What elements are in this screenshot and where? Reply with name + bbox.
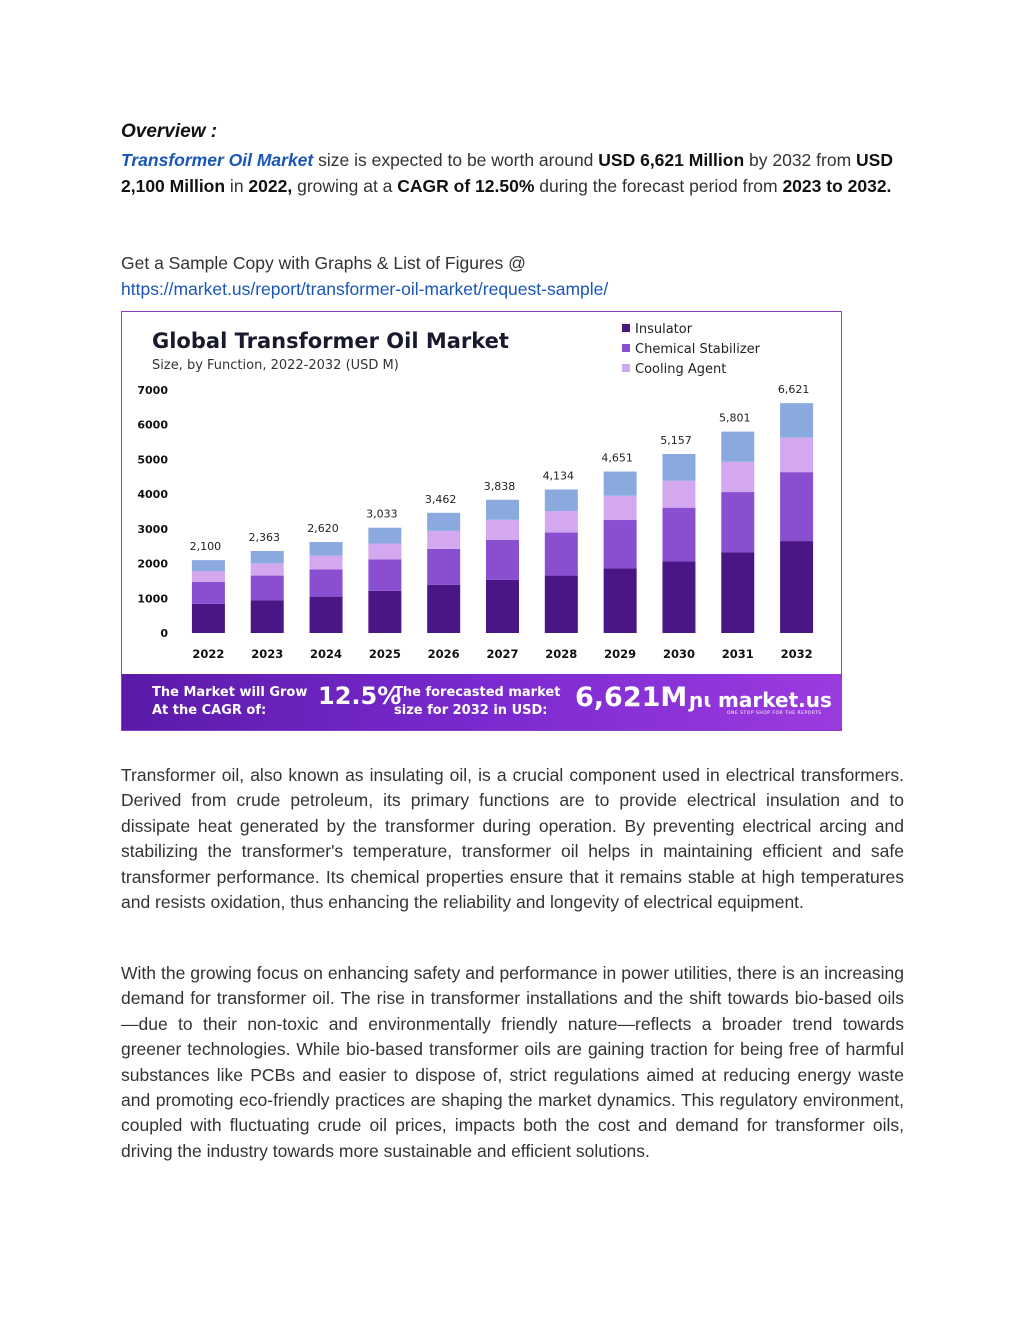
bar-total-label: 3,033 <box>366 507 398 521</box>
bar-segment <box>251 551 284 563</box>
intro-text-3: in <box>225 176 249 196</box>
market-chart <box>121 311 842 731</box>
bar-segment <box>604 568 637 633</box>
x-tick-label: 2030 <box>662 647 695 661</box>
intro-paragraph <box>121 147 904 199</box>
banner-cagr-value: 12.5% <box>318 682 402 710</box>
banner-forecast-value: 6,621M <box>575 682 688 713</box>
bar-segment <box>486 580 519 633</box>
intro-text-1: size is expected to be worth around <box>313 150 599 170</box>
bar-total-label: 5,157 <box>660 433 692 447</box>
body-paragraph-1: Transformer oil, also known as insulating oil, is a crucial component used in electrical transformers. Derived from crude petroleum, its primary functions are to provide electrical insulation and to dissipate heat generated by the transformer during operation. By preventing electrical arcing and stabilizing the transformer's temperature, transformer oil helps in maintaining efficient and safe transformer performance. Its chemical properties ensure that it remains stable at high temperatures and resists oxidation, thus enhancing the reliability and longevity of electrical equipment. <box>121 765 904 913</box>
x-tick-label: 2022 <box>192 647 225 661</box>
bar-segment <box>310 542 343 556</box>
bar-segment <box>427 513 460 531</box>
sample-request <box>121 250 608 302</box>
x-tick-label: 2023 <box>251 647 284 661</box>
bar-segment <box>427 549 460 585</box>
intro-text-4: growing at a <box>292 176 398 196</box>
y-tick-label: 3000 <box>137 522 168 536</box>
bar-segment <box>604 496 637 520</box>
bar-total-label: 2,620 <box>307 522 339 536</box>
x-tick-label: 2032 <box>780 647 813 661</box>
intro-text-5: during the forecast period from <box>534 176 783 196</box>
body-paragraph-2: With the growing focus on enhancing safety and performance in power utilities, there is an increasing demand for transformer oil. The rise in transformer installations and the shift towards bio-based oils—due to their non-toxic and environmentally friendly nature—reflects a broader trend towards greener technologies. While bio-based transformer oils are gaining traction for being free of harmful substances like PCBs and easier to dispose of, strict regulations aimed at reducing energy waste and promoting eco-friendly practices are shaping the market dynamics. This regulatory environment, coupled with fluctuating crude oil prices, impacts both the cost and demand for transformer oils, driving the industry towards more sustainable and efficient solutions. <box>121 963 904 1161</box>
intro-text-2: by 2032 from <box>744 150 857 170</box>
bar-segment <box>780 403 813 438</box>
bar-segment <box>486 540 519 580</box>
bar-total-label: 2,363 <box>248 530 280 544</box>
legend-swatch <box>622 344 630 352</box>
bar-total-label: 5,801 <box>719 411 751 425</box>
banner-forecast-label: The forecasted market size for 2032 in USD: <box>394 685 561 718</box>
bar-segment <box>192 604 225 633</box>
bar-segment <box>427 531 460 549</box>
bar-segment <box>780 438 813 472</box>
y-tick-label: 5000 <box>137 453 168 467</box>
marketus-logo-icon: ɲɩ <box>689 688 713 712</box>
x-tick-label: 2031 <box>721 647 754 661</box>
x-tick-label: 2026 <box>427 647 460 661</box>
legend-label: Chemical Stabilizer <box>635 342 761 357</box>
bar-segment <box>721 462 754 492</box>
x-tick-label: 2027 <box>486 647 519 661</box>
bar-segment <box>192 560 225 571</box>
bar-segment <box>368 544 401 560</box>
y-tick-label: 4000 <box>137 488 168 502</box>
bar-total-label: 6,621 <box>777 383 810 397</box>
legend-swatch <box>622 364 630 372</box>
bar-segment <box>662 454 695 481</box>
bar-segment <box>251 563 284 575</box>
banner-grow-label: The Market will Grow At the CAGR of: <box>152 685 308 718</box>
chart-subtitle: Size, by Function, 2022-2032 (USD M) <box>152 358 399 373</box>
cagr-value: CAGR of 12.50% <box>397 176 535 196</box>
value-2032: USD 6,621 Million <box>598 150 745 170</box>
bar-segment <box>545 576 578 633</box>
bar-total-label: 4,134 <box>542 469 575 483</box>
bar-segment <box>486 500 519 520</box>
bar-total-label: 2,100 <box>189 540 222 554</box>
x-tick-label: 2029 <box>604 647 637 661</box>
bar-segment <box>604 472 637 496</box>
bar-segment <box>368 559 401 591</box>
bar-segment <box>486 520 519 540</box>
bar-segment <box>192 571 225 582</box>
y-tick-label: 6000 <box>137 418 168 432</box>
bar-total-label: 3,838 <box>483 479 516 493</box>
bar-segment <box>251 600 284 633</box>
bar-segment <box>721 492 754 552</box>
legend-label: Insulator <box>635 322 693 337</box>
bar-segment <box>780 472 813 541</box>
x-tick-label: 2025 <box>368 647 401 661</box>
forecast-period: 2023 to 2032. <box>782 176 892 196</box>
chart-title: Global Transformer Oil Market <box>152 329 509 353</box>
legend-swatch <box>622 324 630 332</box>
bar-segment <box>310 569 343 596</box>
y-tick-label: 7000 <box>137 384 168 397</box>
bar-segment <box>780 541 813 633</box>
y-tick-label: 2000 <box>137 557 168 571</box>
bar-segment <box>545 533 578 576</box>
marketus-logo <box>689 688 832 716</box>
stacked-bar-chart <box>122 312 841 674</box>
x-tick-label: 2028 <box>545 647 578 661</box>
sample-link[interactable]: https://market.us/report/transformer-oil-market/request-sample/ <box>121 279 609 299</box>
sample-text: Get a Sample Copy with Graphs & List of Figures @ <box>121 253 526 273</box>
year-2022: 2022, <box>248 176 293 196</box>
bar-segment <box>427 585 460 633</box>
market-name: Transformer Oil Market <box>121 150 314 170</box>
y-tick-label: 1000 <box>137 592 168 606</box>
bar-segment <box>368 591 401 633</box>
overview-heading: Overview : <box>121 121 218 142</box>
value-2022: USD 2,100 Million <box>121 150 893 196</box>
y-tick-label: 0 <box>160 627 168 640</box>
x-tick-label: 2024 <box>310 647 343 661</box>
bar-segment <box>662 481 695 508</box>
bar-segment <box>662 508 695 562</box>
marketus-logo-tagline: ONE STOP SHOP FOR THE REPORTS <box>727 711 822 716</box>
bar-segment <box>545 511 578 533</box>
bar-total-label: 3,462 <box>424 492 457 506</box>
chart-banner <box>122 674 841 730</box>
bar-segment <box>310 597 343 633</box>
bar-segment <box>310 556 343 570</box>
bar-segment <box>368 528 401 544</box>
bar-segment <box>721 552 754 633</box>
bar-total-label: 4,651 <box>601 451 633 465</box>
legend-label: Cooling Agent <box>635 362 727 377</box>
bar-segment <box>545 489 578 511</box>
bar-segment <box>251 576 284 601</box>
bar-segment <box>604 520 637 568</box>
bar-segment <box>721 432 754 462</box>
marketus-logo-text: market.us <box>718 688 832 712</box>
bar-segment <box>662 561 695 633</box>
bar-segment <box>192 582 225 604</box>
